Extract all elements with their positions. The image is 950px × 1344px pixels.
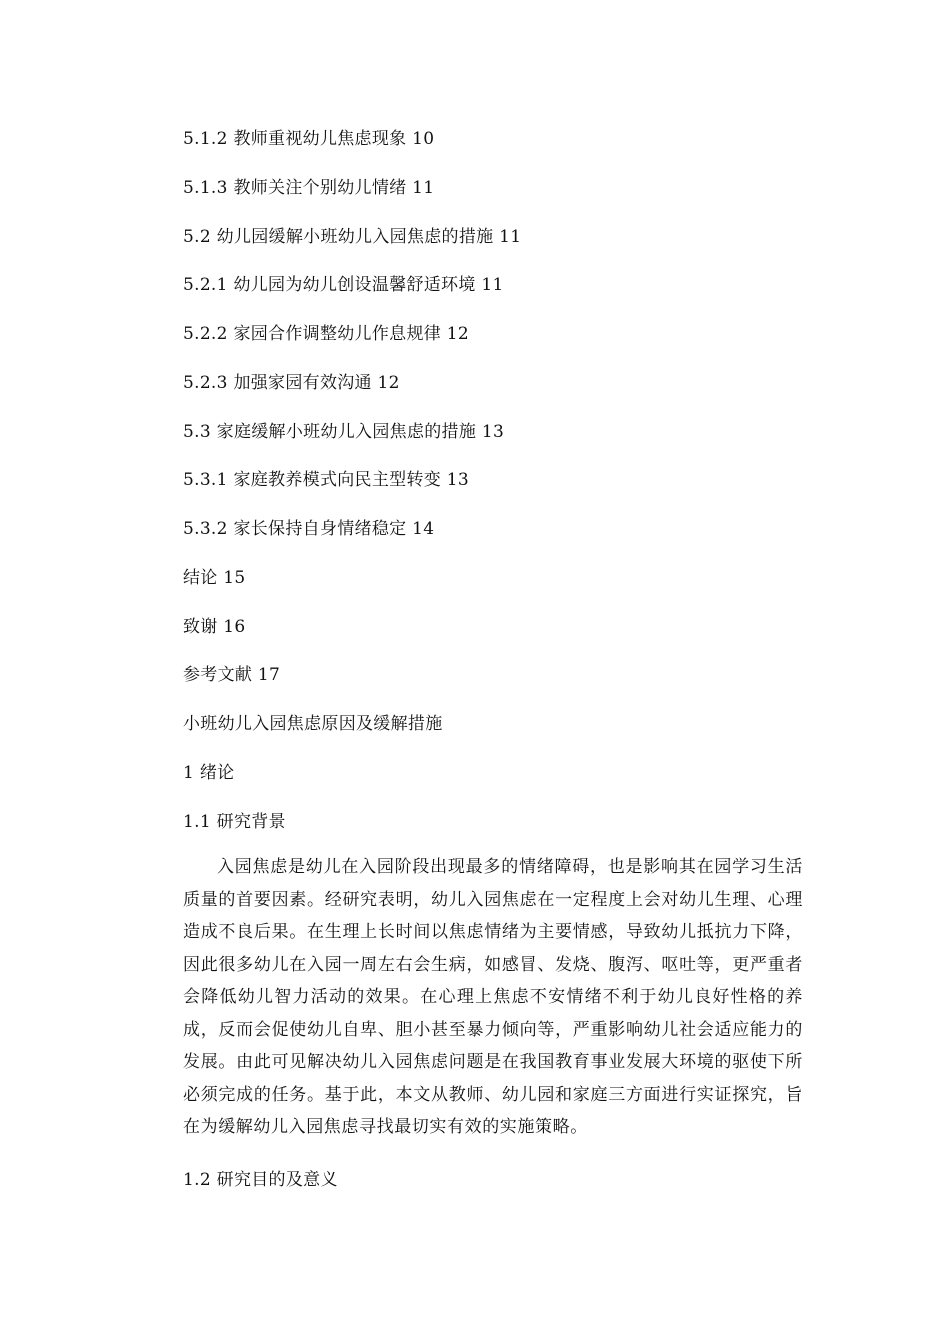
section-heading-1-1: 1.1 研究背景 [183,812,286,832]
section-heading-1-2: 1.2 研究目的及意义 [183,1170,338,1190]
toc-entry-5-3-2: 5.3.2 家长保持自身情绪稳定 14 [183,519,435,539]
toc-entry-5-2: 5.2 幼儿园缓解小班幼儿入园焦虑的措施 11 [183,227,522,247]
toc-entry-conclusion: 结论 15 [183,568,246,588]
toc-entry-references: 参考文献 17 [183,665,281,685]
toc-entry-acknowledgements: 致谢 16 [183,617,246,637]
toc-entry-5-2-2: 5.2.2 家园合作调整幼儿作息规律 12 [183,324,469,344]
toc-entry-5-1-3: 5.1.3 教师关注个别幼儿情绪 11 [183,178,435,198]
toc-entry-5-2-1: 5.2.1 幼儿园为幼儿创设温馨舒适环境 11 [183,275,504,295]
body-paragraph: 入园焦虑是幼儿在入园阶段出现最多的情绪障碍，也是影响其在园学习生活质量的首要因素。经研究表明，幼儿入园焦虑在一定程度上会对幼儿生理、心理造成不良后果。在生理上长时间以焦虑情绪为主要情感，导致幼儿抵抗力下降，因此很多幼儿在入园一周左右会生病，如感冒、发烧、腹泻、呕吐等，更严重者会降低幼儿智力活动的效果。在心理上焦虑不安情绪不利于幼儿良好性格的养成，反而会促使幼儿自卑、胆小甚至暴力倾向等，严重影响幼儿社会适应能力的发展。由此可见解决幼儿入园焦虑问题是在我国教育事业发展大环境的驱使下所必须完成的任务。基于此，本文从教师、幼儿园和家庭三方面进行实证探究，旨在为缓解幼儿入园焦虑寻找最切实有效的实施策略。 [183,857,803,1137]
toc-entry-5-1-2: 5.1.2 教师重视幼儿焦虑现象 10 [183,129,435,149]
toc-entry-5-3-1: 5.3.1 家庭教养模式向民主型转变 13 [183,470,469,490]
chapter-heading: 1 绪论 [183,763,235,783]
toc-entry-5-3: 5.3 家庭缓解小班幼儿入园焦虑的措施 13 [183,422,505,442]
document-title: 小班幼儿入园焦虑原因及缓解措施 [183,714,443,734]
toc-entry-5-2-3: 5.2.3 加强家园有效沟通 12 [183,373,400,393]
